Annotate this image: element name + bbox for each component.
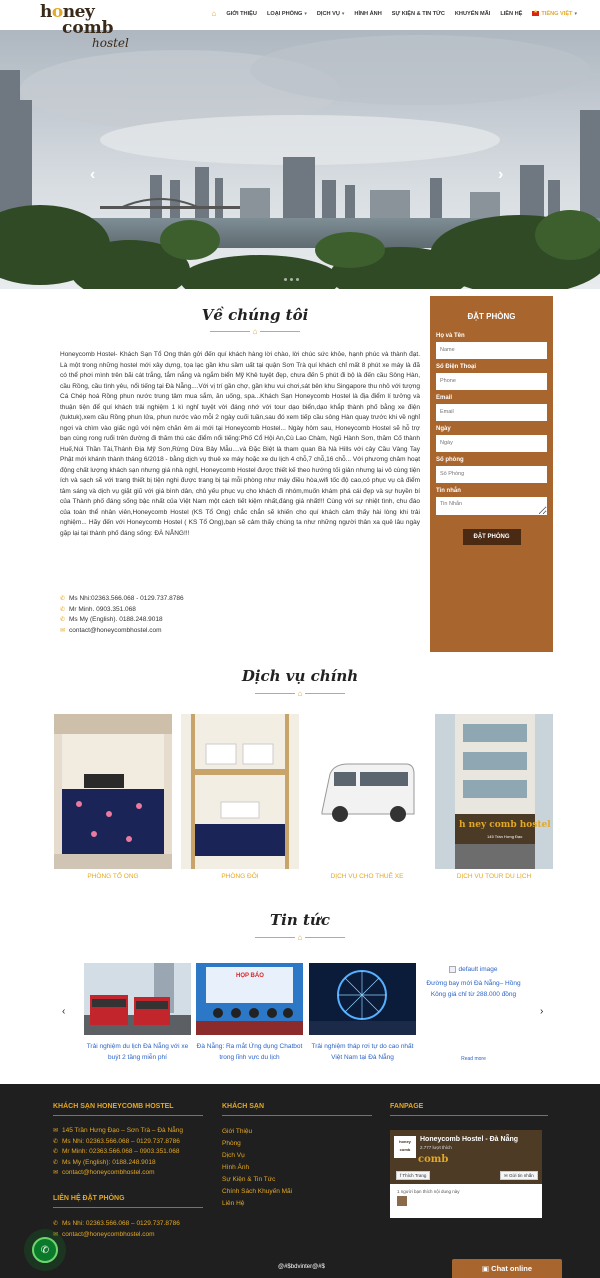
sign-text: h ney comb hostel bbox=[459, 820, 551, 830]
service-caption[interactable]: DỊCH VỤ TOUR DU LỊCH bbox=[456, 873, 532, 880]
services-grid bbox=[54, 714, 554, 894]
divider bbox=[53, 1207, 203, 1208]
about-title: Về chúng tôi bbox=[201, 306, 309, 324]
field-label: Họ và Tên bbox=[436, 333, 465, 339]
facebook-page-name[interactable]: Honeycomb Hostel - Đà Nẵng bbox=[420, 1136, 519, 1143]
nav-item-gioi-thieu[interactable]: GIỚI THIỆU bbox=[226, 10, 257, 17]
title-ornament bbox=[235, 933, 365, 941]
news-prev-arrow[interactable]: ‹ bbox=[62, 1006, 66, 1017]
contact-line[interactable]: ✉ contact@honeycombhostel.com bbox=[60, 626, 184, 637]
service-caption[interactable]: DỊCH VỤ CHO THUÊ XE bbox=[330, 873, 404, 880]
service-card[interactable] bbox=[181, 714, 299, 880]
news-card[interactable] bbox=[420, 963, 527, 1062]
nav-item-dich-vu[interactable]: DỊCH VỤ ▾ bbox=[316, 10, 345, 17]
footer-col1-title: KHÁCH SẠN HONEYCOMB HOSTEL bbox=[53, 1103, 174, 1110]
facebook-likes: 2.777 lượt thích bbox=[420, 1145, 452, 1150]
footer-col1-list bbox=[53, 1126, 183, 1179]
news-card-title[interactable]: Trải nghiệm tháp rơi tự do cao nhất Việt Nam tại Đà Nẵng bbox=[311, 1043, 414, 1061]
footer-link-su-kien[interactable]: Sự Kiện & Tin Tức bbox=[222, 1176, 276, 1183]
sign-address: 145 Trần Hưng Đạo bbox=[487, 834, 523, 839]
language-selector[interactable]: ★ TIẾNG VIỆT ▾ bbox=[527, 11, 582, 17]
nav-item-khuyen-mai[interactable]: KHUYẾN MÃI bbox=[454, 10, 491, 17]
footer-contact: ✉ 145 Trần Hưng Đạo – Sơn Trà – Đà Nẵng bbox=[53, 1126, 183, 1137]
footer-col2-title: KHÁCH SẠN bbox=[222, 1103, 264, 1110]
footer-contact[interactable]: ✉ contact@honeycombhostel.com bbox=[53, 1168, 183, 1179]
nav-item-hinh-anh[interactable]: HÌNH ẢNH bbox=[354, 10, 382, 17]
service-card[interactable] bbox=[54, 714, 172, 880]
chevron-down-icon: ▾ bbox=[304, 10, 307, 17]
envelope-icon: ✉ bbox=[53, 1170, 59, 1176]
nav-item-lien-he[interactable]: LIÊN HỆ bbox=[500, 10, 523, 17]
services-title: Dịch vụ chính bbox=[241, 667, 359, 685]
slider-prev-arrow[interactable]: ‹ bbox=[90, 166, 96, 183]
chevron-down-icon: ▾ bbox=[574, 10, 577, 17]
name-input[interactable] bbox=[436, 342, 547, 359]
news-photo-wheel[interactable] bbox=[309, 963, 416, 1035]
footer-link-hinh-anh[interactable]: Hình Ảnh bbox=[222, 1164, 250, 1171]
envelope-icon: ✉ bbox=[53, 1231, 59, 1238]
chevron-down-icon: ▾ bbox=[341, 10, 345, 17]
email-input[interactable] bbox=[436, 404, 547, 421]
divider bbox=[222, 1115, 372, 1116]
news-photo-bus[interactable] bbox=[84, 963, 191, 1035]
contact-line: ✆ Mr Minh. 0903.351.068 bbox=[60, 605, 184, 616]
footer-col3-title: FANPAGE bbox=[390, 1103, 424, 1110]
slider-dot[interactable] bbox=[296, 278, 299, 281]
footer-link-lien-he[interactable]: Liên Hệ bbox=[222, 1200, 245, 1207]
field-label: Email bbox=[436, 395, 453, 401]
nav-item-su-kien[interactable]: SỰ KIỆN & TIN TỨC bbox=[391, 10, 445, 17]
chat-online-button[interactable]: ▣ Chat online bbox=[452, 1259, 562, 1278]
news-card[interactable] bbox=[84, 963, 191, 1063]
footer-contact: ✆ Mr Minh: 02363.566.068 – 0903.351.068 bbox=[53, 1147, 183, 1158]
date-input[interactable] bbox=[436, 435, 547, 452]
slider-next-arrow[interactable]: › bbox=[498, 166, 504, 183]
house-icon: ⌂ bbox=[297, 932, 303, 942]
service-photo-dorm[interactable] bbox=[54, 714, 172, 869]
messenger-icon: ✉ bbox=[504, 1173, 510, 1178]
footer-link-phong[interactable]: Phòng bbox=[222, 1140, 241, 1147]
booking-form bbox=[430, 296, 553, 652]
divider bbox=[53, 1115, 203, 1116]
booking-title: ĐẶT PHÒNG bbox=[467, 312, 516, 321]
service-photo-building[interactable] bbox=[435, 714, 553, 869]
phone-icon: ✆ bbox=[60, 596, 66, 602]
contact-line: ✆ Ms Nhi:02363.566.068 - 0129.737.8786 bbox=[60, 594, 184, 605]
friend-avatar[interactable] bbox=[397, 1196, 407, 1206]
about-body: Honeycomb Hostel- Khách Sạn Tổ Ong thân gởi đến quí khách hàng lời chào, lời chúc sức khỏe, hạnh phúc và thành đạt. Là một trong những hostel mới xây dựng, tọa lạc gần khu sầm uất tại quận Sơn Trà quí khách chỉ mất 8 phút xe máy là đã có thể phơi mình trên bãi cát trắng, tắm nắng và ngắm biển Mỹ Khê tuyệt đẹp, chưa đến 5 phút đi bộ là đến cầu Sông Hàn, cầu Rồng, cầu tình yêu, nổi tiếng tại Đà Nẵng....Với vị trí gần chợ, gần khu vui chơi,sát bên khu Singapore thu nhỏ với tượng Cá Chép hoá Rồng phun nước trung tâm mua sắm, ăn uống, spa...Khách Sạn Honeycomb Hostel là địa điểm lí tưởng và thuận tiện để quí khách trải nghiệm 1 kì nghỉ tuyệt vời đáng nhớ với tour dạo biển,dạo khắp thành phố bằng xe điện (tuktuk),xem cầu Rồng phun lửa, phun nước vào mỗi 2 ngày cuối tuần,sau đó xem tiếp cầu sông Hàn quay trước khi về nghỉ ngơi và chìm vào giấc ngủ với nệm chăn êm ái mới tại Honeycomb Hostel... Ngày hôm sau, Honeycomb Hostel sẽ hỗ trợ bạn cùng rong ruổi trên đường đi thăm thú các điểm nổi tiếng:Phố Cổ Hội An,Cù Lao Chàm, Ngũ Hành Sơn, thăm Cố thành Huế,Núi Thần Tài,Thánh Địa Mỹ Sơn,Rừng Dừa Bảy Mẫu....và Đặc Biệt là tham quan Bà Nà Hills với cây Cầu Vàng Tay Phật mới khánh thành tháng 6/2018 - bằng dịch vụ thuê xe máy hoặc xe du lịch 4 chỗ,7 chỗ,16 chỗ... Với phương châm hoạt động chất lượng khách sạn nhưng giá nhà nghỉ, Honeycomb Hostel được thiết kế theo hướng tối giản nhưng lại vô cùng tiện ích và sạch sẽ với trang thiết bị tiện nghi được trang bị tại mỗi phòng như máy điều hòa,wifi tốc độ cao,có phục vụ cả điểm tâm sáng và dịch vụ giặt giũ với giá bình dân, chủ yếu phục vụ cho khách đi nhóm,muốn khám phá cái đẹp và sự huyền bí của Thành phố đáng sống bậc nhất của Việt Nam một cách tiết kiệm nhất,đáng giá nhất!!! Cùng với sự nhiệt tình, chu đáo của toàn thể nhân viên,Honeycomb Hostel (KS Tổ Ong) chắc chắn sẽ khiến cho quí khách cảm thấy hài lòng khi trải nghiệm... Hãy đến với Honeycomb Hostel ( KS Tổ Ong),bạn sẽ cảm thấy chúng ta như những người thân xa quê lâu ngày gặp lại tại thành phố đáng sống: ĐÀ NẴNG!!! bbox=[60, 351, 420, 537]
hero-slider[interactable] bbox=[0, 30, 600, 289]
cover-sign: comb bbox=[418, 1154, 449, 1165]
facebook-friends-text: 1 người bạn thích nội dung này bbox=[397, 1189, 460, 1194]
slider-dot[interactable] bbox=[290, 278, 293, 281]
field-label: Ngày bbox=[436, 426, 451, 432]
phone-icon: ✆ bbox=[60, 617, 66, 623]
footer-col1b-title: LIÊN HỆ ĐẶT PHÒNG bbox=[53, 1195, 125, 1202]
phone-icon: ✆ bbox=[60, 606, 66, 613]
copyright: @#$bdvinter@#$ bbox=[278, 1264, 325, 1270]
service-caption[interactable]: PHÒNG ĐÔI bbox=[221, 873, 259, 880]
house-icon: ⌂ bbox=[252, 326, 258, 336]
service-photo-van[interactable] bbox=[308, 714, 426, 869]
facebook-icon: ▣ bbox=[481, 1264, 492, 1273]
phone-icon: ✆ bbox=[53, 1221, 59, 1227]
service-photo-double[interactable] bbox=[181, 714, 299, 869]
banner-title: HỌP BÁO bbox=[236, 973, 264, 979]
title-ornament bbox=[190, 327, 320, 335]
news-card[interactable] bbox=[309, 963, 416, 1063]
main-nav bbox=[207, 9, 582, 18]
envelope-icon: ✉ bbox=[60, 627, 66, 634]
read-more-link[interactable]: Read more bbox=[461, 1056, 486, 1062]
footer-links bbox=[222, 1126, 292, 1210]
facebook-icon: f bbox=[400, 1173, 403, 1178]
field-label: Số Điện Thoại bbox=[436, 364, 477, 370]
phone-icon: ✆ bbox=[53, 1149, 59, 1155]
service-caption[interactable]: PHÒNG TỔ ONG bbox=[87, 873, 139, 880]
rooms-input[interactable] bbox=[436, 466, 547, 483]
phone-icon: ✆ bbox=[40, 1244, 50, 1256]
news-card-title[interactable]: Đường bay mới Đà Nẵng– Hồng Kông giá chỉ từ 288.000 đồng bbox=[426, 980, 521, 998]
title-ornament bbox=[235, 689, 365, 697]
house-icon: ⌂ bbox=[297, 688, 303, 698]
divider bbox=[390, 1115, 548, 1116]
footer-contact: ✆ Ms Nhi: 02363.566.068 – 0129.737.8786 bbox=[53, 1137, 183, 1148]
facebook-like-button[interactable]: f Thích Trang bbox=[396, 1171, 430, 1180]
footer-link-khuyen-mai[interactable]: Chính Sách Khuyến Mãi bbox=[222, 1188, 293, 1195]
footer-contact: ✆ Ms Nhi: 02363.566.068 – 0129.737.8786 bbox=[53, 1219, 180, 1230]
footer-link-dich-vu[interactable]: Dịch Vụ bbox=[222, 1152, 245, 1159]
page-avatar[interactable]: honey comb bbox=[394, 1136, 416, 1158]
footer-link-gioi-thieu[interactable]: Giới Thiệu bbox=[222, 1128, 253, 1135]
service-card[interactable] bbox=[308, 714, 426, 880]
footer-contact[interactable]: ✉ contact@honeycombhostel.com bbox=[53, 1230, 180, 1241]
facebook-message-button[interactable]: ✉ Gửi tin nhắn bbox=[500, 1171, 538, 1180]
field-label: Số phòng bbox=[436, 457, 464, 463]
slider-dots bbox=[284, 278, 299, 281]
service-card[interactable] bbox=[435, 714, 553, 880]
news-photo-press[interactable] bbox=[196, 963, 303, 1035]
field-label: Tin nhắn bbox=[436, 488, 461, 494]
about-contacts bbox=[60, 594, 184, 636]
broken-image-icon: default image bbox=[449, 966, 497, 973]
phone-icon: ✆ bbox=[53, 1159, 59, 1166]
home-icon[interactable]: ⌂ bbox=[211, 9, 217, 18]
news-card-title[interactable]: Đà Nẵng: Ra mắt Ứng dụng Chatbot trong lĩnh vực du lịch bbox=[196, 1043, 303, 1061]
nav-item-loai-phong[interactable]: LOẠI PHÒNG ▾ bbox=[266, 10, 307, 17]
news-card[interactable] bbox=[196, 963, 303, 1063]
contact-line: ✆ Ms My (English). 0188.248.9018 bbox=[60, 615, 184, 626]
hero-image bbox=[0, 30, 600, 289]
facebook-cover[interactable] bbox=[390, 1130, 542, 1184]
message-textarea[interactable] bbox=[436, 497, 547, 515]
news-title: Tin tức bbox=[270, 911, 330, 929]
call-button[interactable] bbox=[24, 1229, 66, 1271]
booking-submit-button[interactable]: ĐẶT PHÒNG bbox=[463, 529, 521, 545]
phone-input[interactable] bbox=[436, 373, 547, 390]
footer-contact: ✆ Ms My (English): 0188.248.9018 bbox=[53, 1158, 183, 1169]
news-next-arrow[interactable]: › bbox=[540, 1006, 544, 1017]
facebook-page-widget[interactable] bbox=[390, 1130, 542, 1218]
vietnam-flag-icon bbox=[532, 11, 539, 16]
footer-col1b-list bbox=[53, 1219, 180, 1240]
news-card-title[interactable]: Trải nghiệm du lịch Đà Nẵng với xe buýt 2 tầng miễn phí bbox=[86, 1043, 189, 1061]
location-icon: ✉ bbox=[53, 1128, 59, 1134]
slider-dot[interactable] bbox=[284, 278, 287, 281]
news-carousel bbox=[60, 963, 540, 1083]
site-logo[interactable]: honey comb hostel bbox=[40, 2, 129, 50]
phone-icon: ✆ bbox=[53, 1138, 59, 1145]
